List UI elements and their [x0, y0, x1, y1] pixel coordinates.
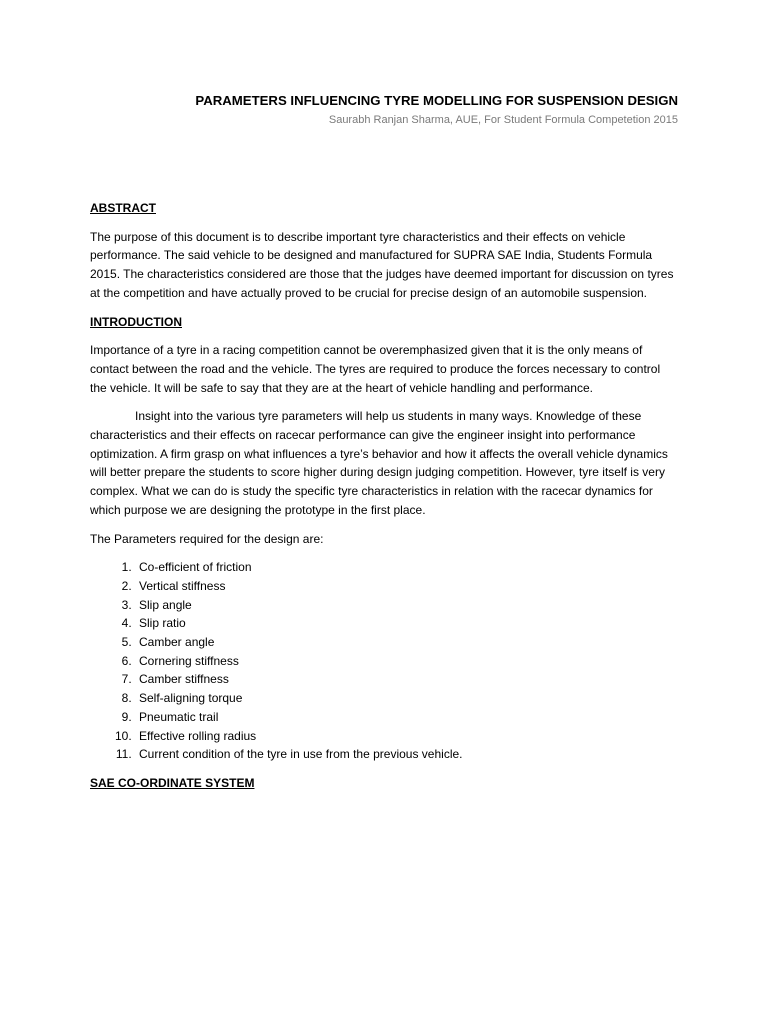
- list-item: 11. Current condition of the tyre in use from the previous vehicle.: [135, 745, 680, 764]
- introduction-heading: INTRODUCTION: [90, 314, 182, 329]
- list-item: 7. Camber stiffness: [135, 670, 680, 689]
- sae-coordinate-heading: SAE CO-ORDINATE SYSTEM: [90, 775, 255, 790]
- document-subtitle: Saurabh Ranjan Sharma, AUE, For Student Formula Competetion 2015: [328, 114, 678, 126]
- list-item: 8. Self-aligning torque: [135, 689, 680, 708]
- document-title: PARAMETERS INFLUENCING TYRE MODELLING FOR SUSPENSION DESIGN: [195, 93, 678, 108]
- list-item: 10. Effective rolling radius: [135, 727, 680, 746]
- document-body: [90, 199, 680, 803]
- list-item: 6. Cornering stiffness: [135, 652, 680, 671]
- abstract-heading: ABSTRACT: [90, 201, 156, 215]
- list-item: 3. Slip angle: [135, 596, 680, 615]
- list-item: 5. Camber angle: [135, 633, 680, 652]
- introduction-paragraph-1: Importance of a tyre in a racing competition cannot be overemphasized given that it is the only means of contact between the road and the vehicle. The tyres are required to produce the forces necessary to control the vehicle. It will be safe to say that they are at the heart of vehicle handling and performance.: [90, 343, 661, 395]
- list-item: 1. Co-efficient of friction: [135, 558, 680, 577]
- abstract-text: The purpose of this document is to describe important tyre characteristics and their effects on vehicle performance. The said vehicle to be designed and manufactured for SUPRA SAE India, Students Formula 2015. The characteristics considered are those that the judges have deemed important for discussion on tyres at the competition and have actually proved to be crucial for precise design of an automobile suspension.: [90, 229, 674, 300]
- list-item: 9. Pneumatic trail: [135, 708, 680, 727]
- list-item: 4. Slip ratio: [135, 614, 680, 633]
- list-item: 2. Vertical stiffness: [135, 577, 680, 596]
- parameters-list: [90, 558, 680, 764]
- parameters-list-intro: The Parameters required for the design are:: [90, 531, 324, 546]
- introduction-paragraph-2: Insight into the various tyre parameters will help us students in many ways. Knowledge of these characteristics and their effects on racecar performance can give the engineer insight into performance optimization. A firm grasp on what influences a tyre’s behavior and how it affects the overall vehicle dynamics will better prepare the students to score higher during design judging competition. However, tyre itself is very complex. What we can do is study the specific tyre characteristics in relation with the racecar dynamics for which purpose we are designing the prototype in the first place.: [90, 409, 668, 517]
